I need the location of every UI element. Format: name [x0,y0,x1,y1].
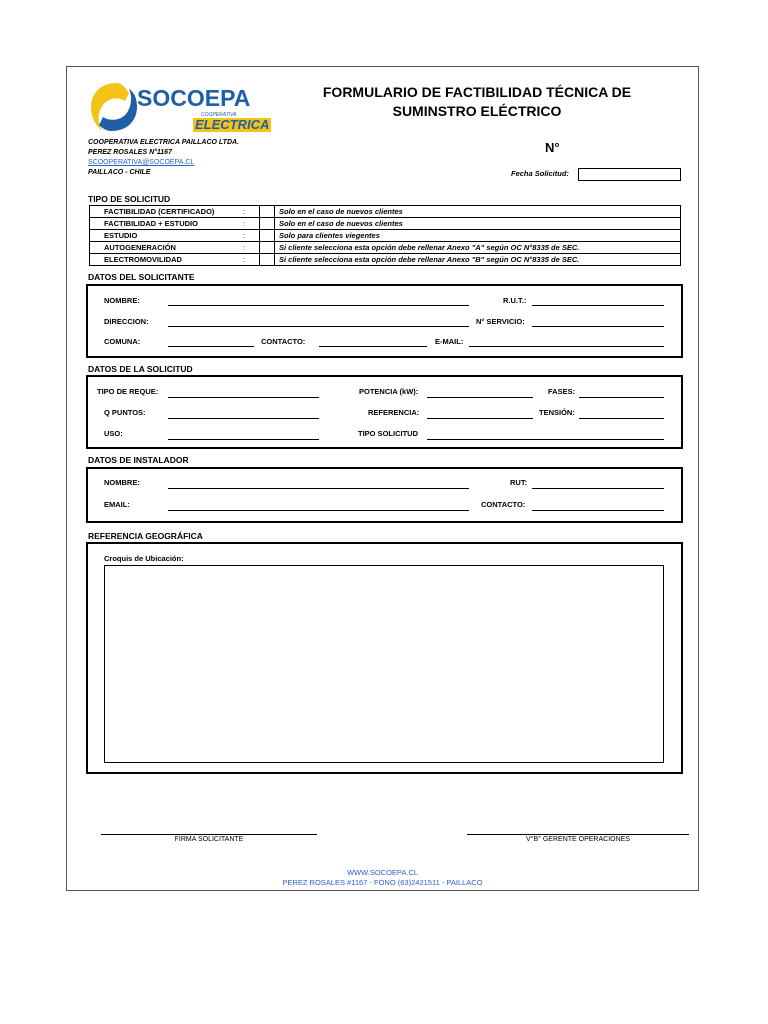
solicitante-box [86,284,683,358]
tipo-name: FACTIBILIDAD (CERTIFICADO) [90,206,240,218]
tipo-row [90,218,681,230]
tipo-checkbox[interactable] [260,218,275,230]
tipo-row [90,206,681,218]
fases-field[interactable] [579,397,664,398]
solicitante-email-label: E-MAIL: [435,337,464,346]
fecha-label: Fecha Solicitud: [511,169,569,178]
tension-field[interactable] [579,418,664,419]
form-title-line2: SUMINSTRO ELÉCTRICO [392,103,562,119]
form-title-line1: FORMULARIO DE FACTIBILIDAD TÉCNICA DE [322,84,632,100]
org-info [88,138,239,178]
tipo-name: AUTOGENERACIÓN [90,242,240,254]
solicitante-rut-field[interactable] [532,305,664,306]
tipo-row [90,230,681,242]
tension-label: TENSIÓN: [539,408,575,417]
tipo-note: Solo en el caso de nuevos clientes [275,206,681,218]
tipo-name: ESTUDIO [90,230,240,242]
referencia-label: REFERENCIA: [368,408,420,417]
tipo-reque-label: TIPO DE REQUE: [97,387,159,396]
geo-title: REFERENCIA GEOGRÁFICA [88,531,203,541]
instalador-box [86,467,683,523]
solicitud-title: DATOS DE LA SOLICITUD [88,364,193,374]
tipo-checkbox[interactable] [260,254,275,266]
solicitante-rut-label: R.U.T.: [503,296,527,305]
instalador-contacto-field[interactable] [532,510,664,511]
tipo-note: Si cliente selecciona esta opción debe rellenar Anexo "B" según OC N°8335 de SEC. [275,254,681,266]
solicitante-comuna-label: COMUNA: [104,337,141,346]
number-label: N° [545,140,560,155]
tipo-sep: : [239,218,260,230]
org-email-link[interactable]: SCOOPERATIVA@SOCOEPA.CL [88,159,195,166]
tipo-sep: : [239,254,260,266]
vb-gerente-line[interactable] [467,834,689,835]
potencia-field[interactable] [427,397,533,398]
tipo-name: FACTIBILIDAD + ESTUDIO [90,218,240,230]
solicitante-servicio-label: N° SERVICIO: [476,317,525,326]
geo-box [86,542,683,774]
org-address: PEREZ ROSALES N°1167 [88,149,172,156]
referencia-field[interactable] [427,418,533,419]
instalador-nombre-label: NOMBRE: [104,478,140,487]
solicitante-contacto-label: CONTACTO: [261,337,306,346]
solicitante-nombre-field[interactable] [168,305,469,306]
q-puntos-field[interactable] [168,418,319,419]
solicitante-direccion-label: DIRECCION: [104,317,149,326]
solicitante-title: DATOS DEL SOLICITANTE [88,272,195,282]
tipo-sep: : [239,230,260,242]
socoepa-logo [89,79,270,137]
croquis-area[interactable] [104,565,664,763]
tipo-sep: : [239,206,260,218]
tipo-checkbox[interactable] [260,242,275,254]
tipo-solicitud-field[interactable] [427,439,664,440]
tipo-note: Solo para clientes viegentes [275,230,681,242]
instalador-rut-label: RUT: [510,478,528,487]
tipo-solicitud-label: TIPO SOLICITUD [358,429,418,438]
footer-address: PEREZ ROSALES #1167 - FONO (63)2421511 - PAILLACO [282,878,483,887]
fases-label: FASES: [548,387,576,396]
instalador-title: DATOS DE INSTALADOR [88,455,189,465]
potencia-label: POTENCIA (kW): [359,387,419,396]
solicitante-contacto-field[interactable] [319,346,427,347]
instalador-rut-field[interactable] [532,488,664,489]
tipo-row [90,242,681,254]
org-name: COOPERATIVA ELECTRICA PAILLACO LTDA. [88,139,240,146]
form-page [66,66,699,891]
tipo-checkbox[interactable] [260,230,275,242]
solicitante-nombre-label: NOMBRE: [104,296,140,305]
tipo-checkbox[interactable] [260,206,275,218]
form-title [297,83,657,121]
uso-label: USO: [104,429,123,438]
solicitud-box [86,375,683,449]
logo-tag-bottom: ELECTRICA [195,117,270,132]
solicitante-comuna-field[interactable] [168,346,254,347]
tipo-reque-field[interactable] [168,397,319,398]
croquis-label: Croquis de Ubicación: [104,554,184,563]
tipo-solicitud-title: TIPO DE SOLICITUD [88,194,171,204]
firma-solicitante-line[interactable] [101,834,317,835]
logo-swirl-icon [89,79,139,135]
firma-solicitante-label: FIRMA SOLICITANTE [174,836,244,843]
q-puntos-label: Q PUNTOS: [104,408,146,417]
logo-tag-top: COOPERATIVA [201,112,237,118]
footer-web[interactable]: WWW.SOCOEPA.CL [346,868,419,877]
tipo-sep: : [239,242,260,254]
solicitante-servicio-field[interactable] [532,326,664,327]
instalador-email-field[interactable] [168,510,469,511]
vb-gerente-label: V°B° GERENTE OPERACIONES [525,836,630,843]
solicitante-direccion-field[interactable] [168,326,469,327]
instalador-email-label: EMAIL: [104,500,130,509]
tipo-note: Si cliente selecciona esta opción debe rellenar Anexo "A" según OC N°8335 de SEC. [275,242,681,254]
instalador-nombre-field[interactable] [168,488,469,489]
tipo-note: Solo en el caso de nuevos clientes [275,218,681,230]
uso-field[interactable] [168,439,319,440]
instalador-contacto-label: CONTACTO: [481,500,526,509]
tipo-row [90,254,681,266]
org-city: PAILLACO - CHILE [88,169,151,176]
tipo-name: ELECTROMOVILIDAD [90,254,240,266]
fecha-input[interactable] [578,168,681,181]
solicitante-email-field[interactable] [469,346,664,347]
logo-name: SOCOEPA [137,85,251,111]
tipo-solicitud-table [89,205,681,266]
